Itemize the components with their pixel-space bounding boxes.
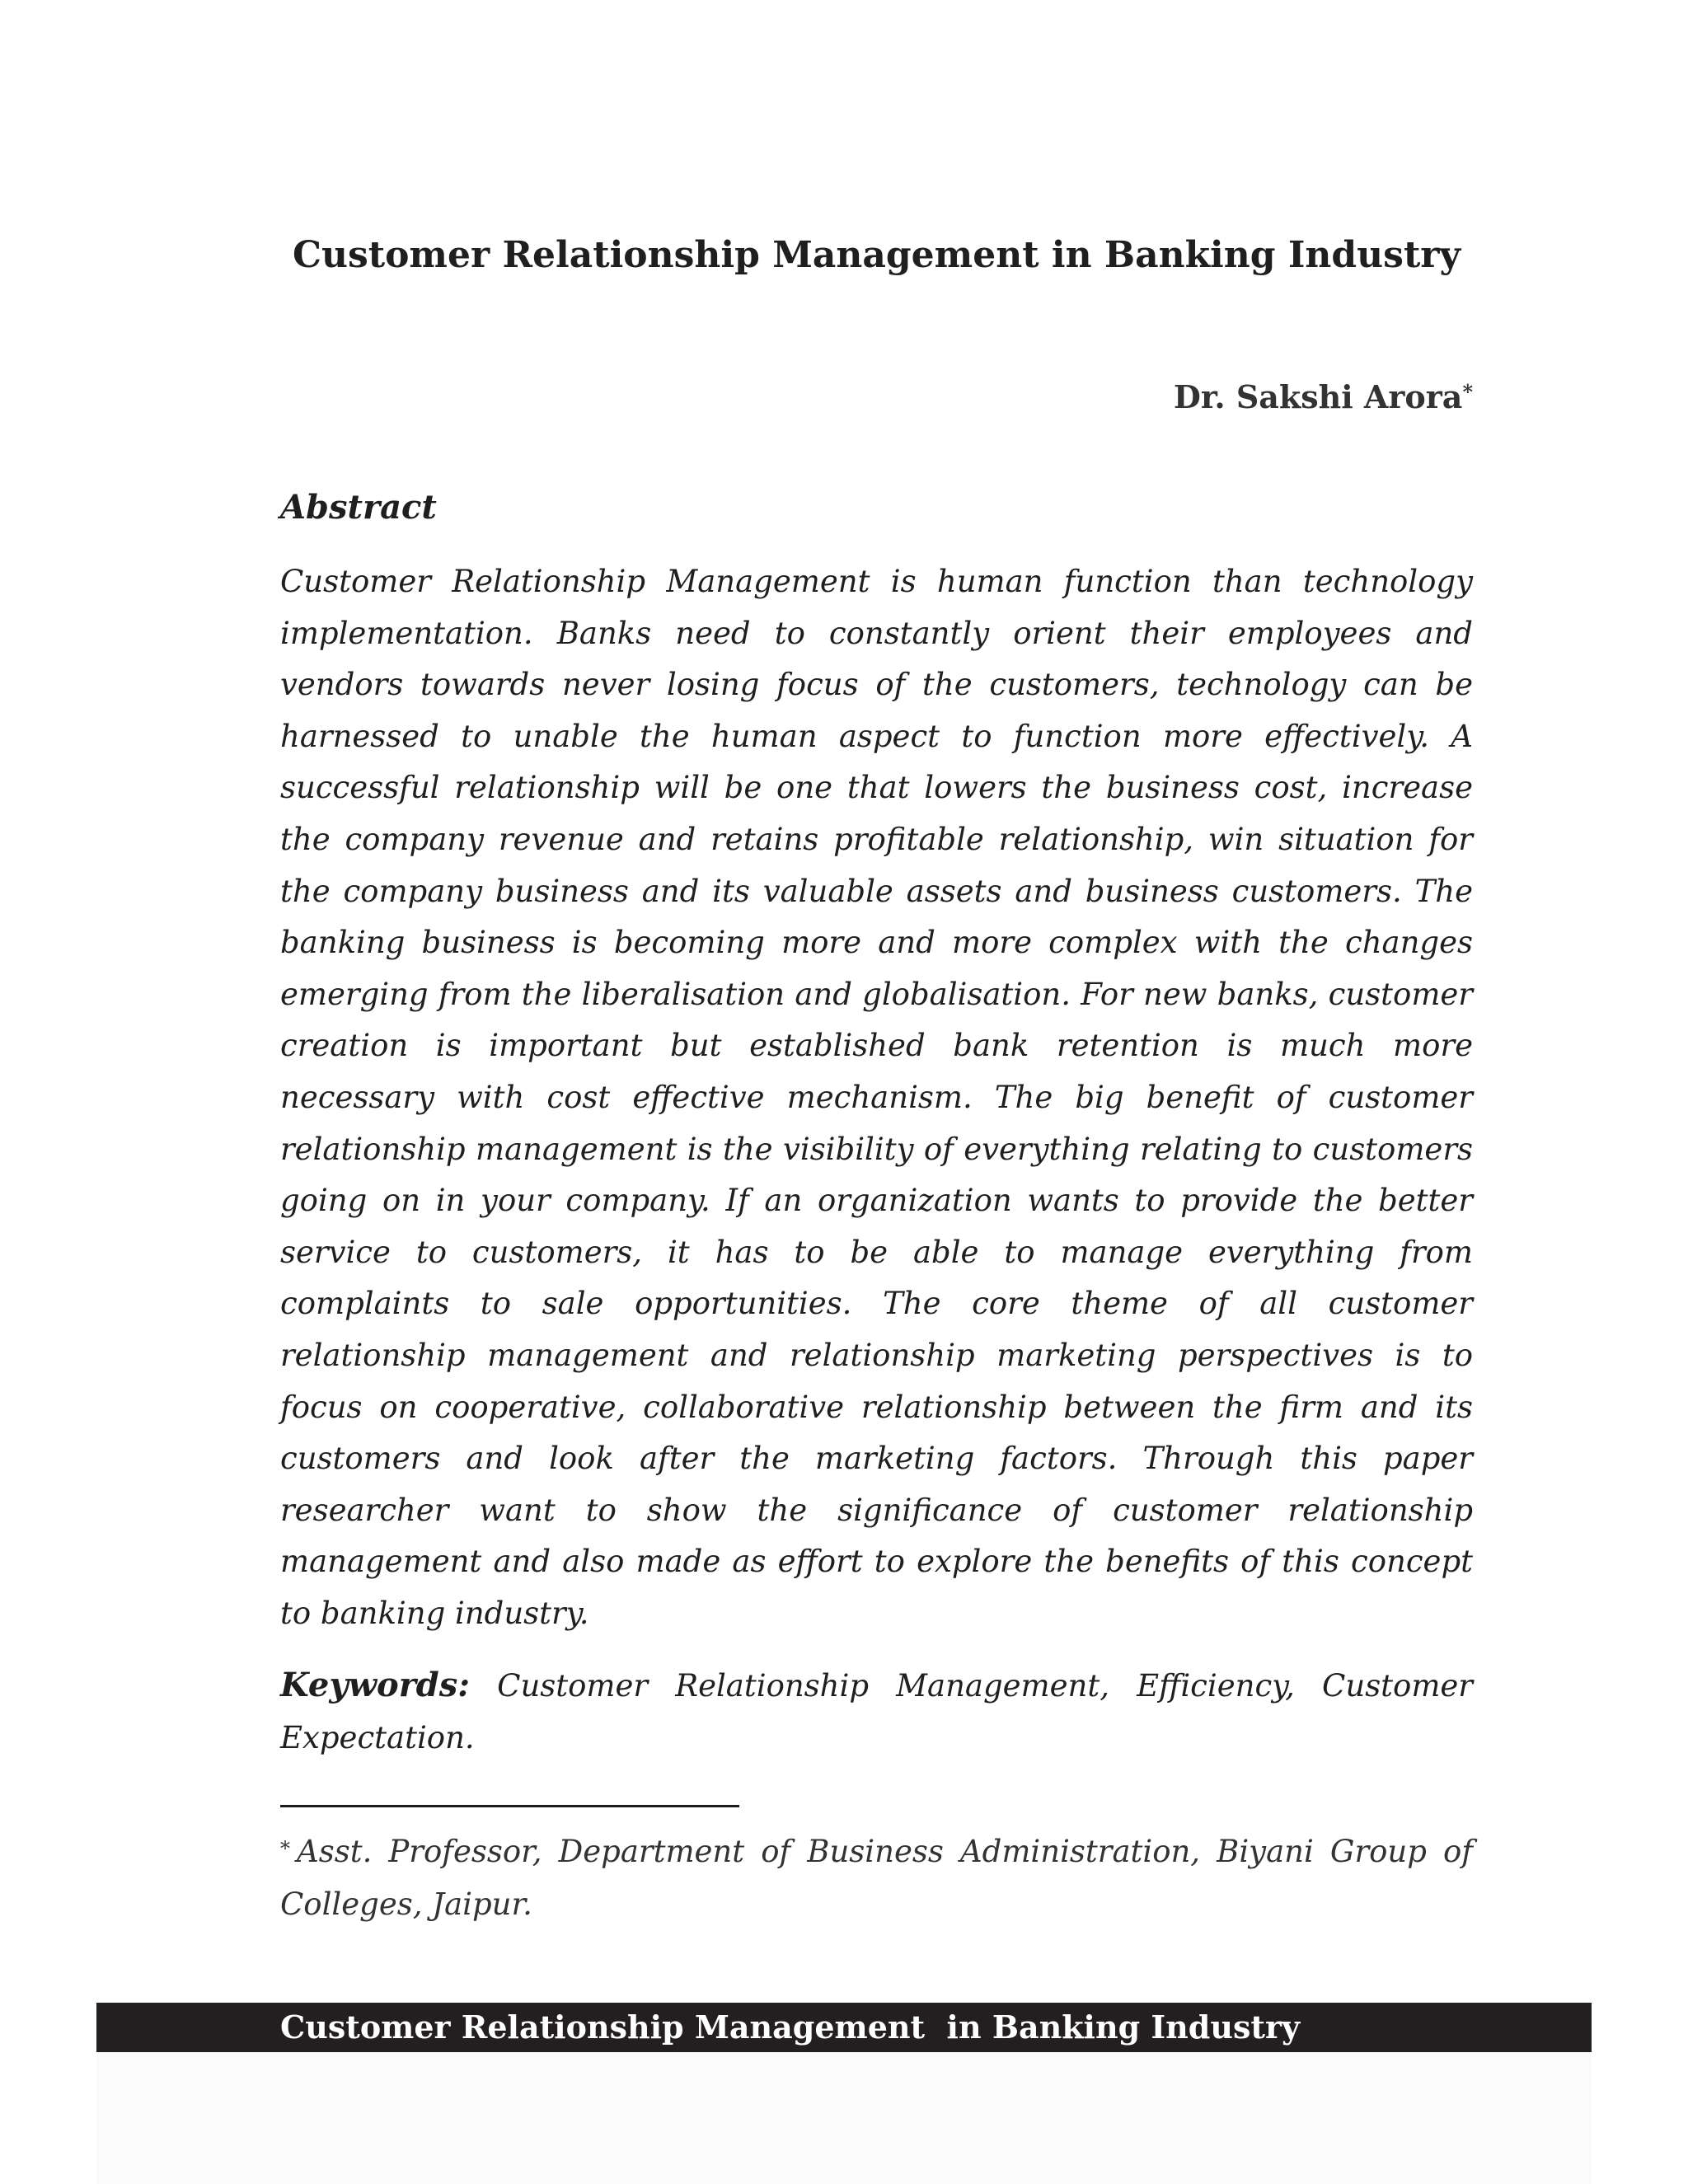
author-footnote-marker: *: [1462, 380, 1473, 404]
abstract-heading: Abstract: [280, 488, 437, 527]
author-name: Dr. Sakshi Arora: [1173, 378, 1463, 415]
footer-shade: [96, 2052, 1592, 2184]
running-footer-title: Customer Relationship Management in Banking Industry: [280, 2008, 1301, 2046]
paper-title: Customer Relationship Management in Banking Industry: [292, 234, 1461, 276]
running-footer-band: [96, 2003, 1592, 2052]
footnote-marker: *: [280, 1837, 290, 1860]
footnote: [280, 1825, 1473, 1931]
footnote-text: Asst. Professor, Department of Business Administration, Biyani Group of Colleges, Jaipur.: [280, 1834, 1473, 1922]
author-line: [1174, 376, 1473, 419]
keywords-text: Customer Relationship Management, Efficiency, Customer Expectation.: [280, 1668, 1473, 1755]
keywords-paragraph: [280, 1659, 1473, 1764]
footnote-divider: [280, 1805, 739, 1807]
keywords-label: Keywords:: [280, 1666, 471, 1704]
abstract-body: Customer Relationship Management is human function than technology implementation. Banks need to constantly orient their employees and vendors towards never losing focus of the customers, technology can be harnessed to unable the human aspect to function more effectively. A successful relationship will be one that lowers the business cost, increase the company revenue and retains profitable relationship, win situation for the company business and its valuable assets and business customers. The banking business is becoming more and more complex with the changes emerging from the liberalisation and globalisation. For new banks, customer creation is important but established bank retention is much more necessary with cost effective mechanism. The big benefit of customer relationship management is the visibility of everything relating to customers going on in your company. If an organization wants to provide the better service to customers, it has to be able to manage everything from complaints to sale opportunities. The core theme of all customer relationship management and relationship marketing perspectives is to focus on cooperative, collaborative relationship between the firm and its customers and look after the marketing factors. Through this paper researcher want to show the significance of customer relationship management and also made as effort to explore the benefits of this concept to banking industry.: [280, 564, 1473, 1631]
